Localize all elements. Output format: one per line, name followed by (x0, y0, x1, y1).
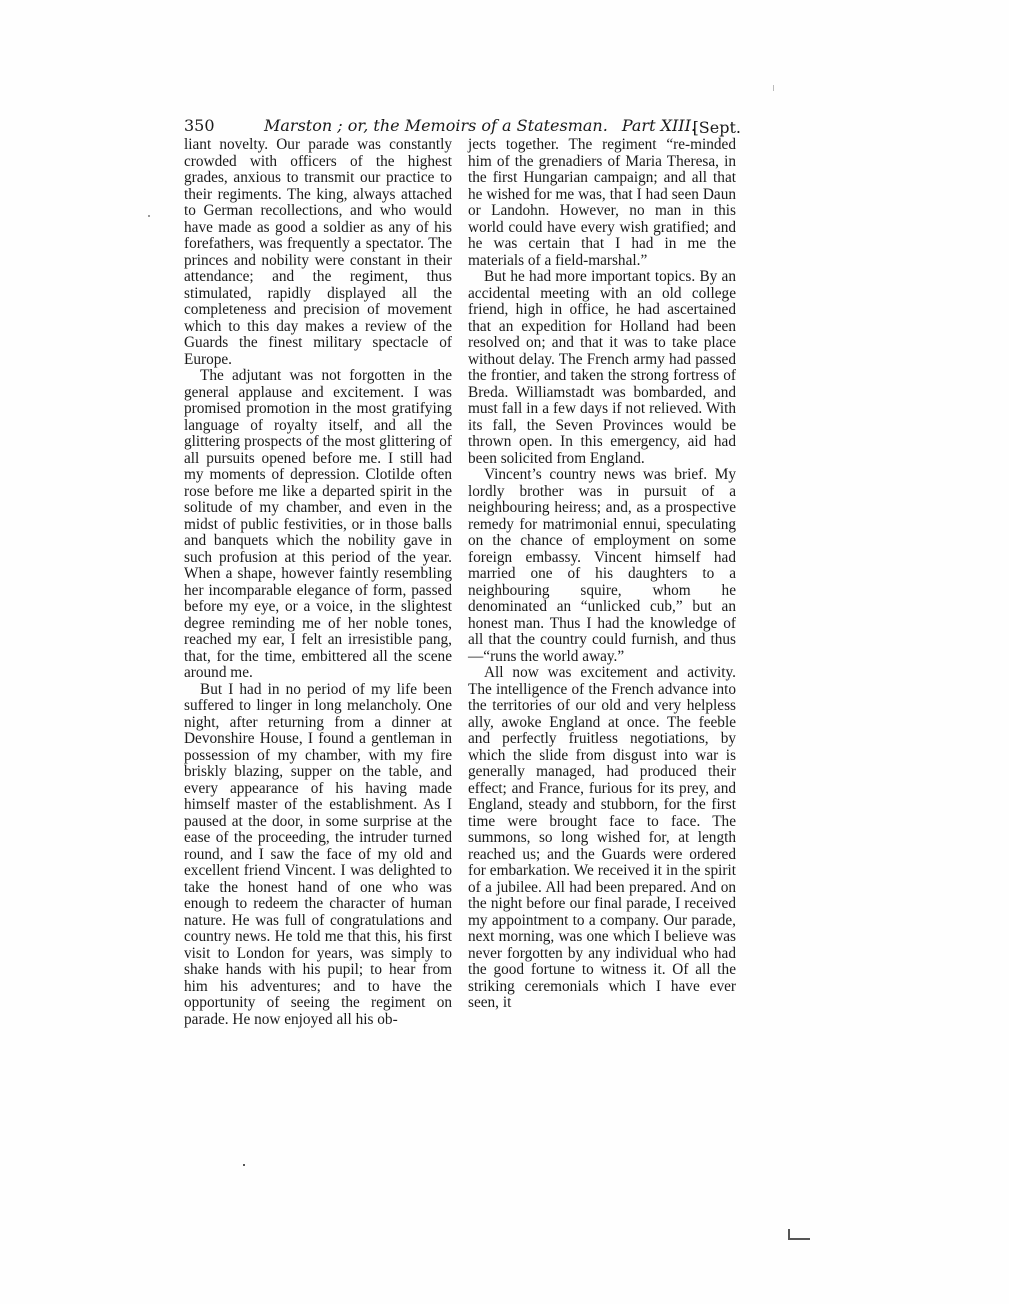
paragraph: Vincent’s country news was brief. My lordly brother was in pursuit of a neighbouring heiress; and, as a prospective remedy for matrimonial ennui, speculating on the chance of employment on some foreign embassy. Vincent himself had married one of his daughters to a neighbouring squire, whom he denominated an “unlicked cub,” but an honest man. Thus I had the knowledge of all that the country could furnish, and thus—“runs the world away.” (468, 466, 736, 665)
scan-speck (148, 215, 150, 217)
left-column (184, 137, 452, 1028)
paragraph: jects together. The regiment “re-minded him of the grenadiers of Maria Theresa, in the first Hungarian campaign; and all that he wished for me was, that I had seen Daun or Landohn. However, no man in this world could have every wish gratified; and he was certain that I had in me the materials of a field-marshal.” (468, 136, 736, 269)
running-header (184, 114, 739, 138)
running-title (264, 114, 696, 138)
paragraph: The adjutant was not forgotten in the general applause and excitement. I was promised promotion in the most gratifying language of royalty itself, and all the glittering prospects of the most glittering of all pursuits opened before me. I still had my moments of depression. Clotilde often rose before me like a departed spirit in the solitude of my chamber, and even in the midst of public festivities, or in those balls and banquets which the nobility gave in such profusion at this period of the year. When a shape, however faintly resembling her incomparable elegance of form, passed before my eye, or a voice, in the slightest degree reminding me of her noble tones, reached my ear, I felt an irresistible pang, that, for the time, embittered all the scene around me. (184, 367, 452, 681)
scan-speck (773, 85, 774, 91)
page-number: 350 (184, 116, 215, 135)
title-text: Marston ; or, the Memoirs of a Statesman. (264, 116, 608, 135)
paragraph: liant novelty. Our parade was constantly crowded with officers of the highest grades, anxious to transmit our practice to their regiments. The king, always attached to German recollections, and who would have made as good a soldier as any of his forefathers, was frequently a spectator. The princes and nobility were constant in their attendance; and the regiment, thus stimulated, rapidly displayed all the completeness and precision of movement which to this day makes a review of the Guards the finest military spectacle of Europe. (184, 136, 452, 368)
scan-speck (243, 1164, 245, 1166)
scan-mark (788, 1238, 810, 1240)
paragraph: But I had in no period of my life been suffered to linger in long melancholy. One night, after returning from a dinner at Devonshire House, I found a gentleman in possession of my chamber, with my fire briskly blazing, supper on the table, and every appearance of his having made himself master of the establishment. As I paused at the door, in some surprise at the ease of the proceeding, the intruder turned round, and I saw the face of my old and excellent friend Vincent. I was delighted to take the honest hand of one who was enough to redeem the character of human nature. He was full of congratulations and country news. He told me that this, his first visit to London for years, was simply to shake hands with his pupil; to hear from him his adventures; and to have the opportunity of seeing the regiment on parade. He now enjoyed all his ob- (184, 680, 452, 1028)
paragraph: But he had more important topics. By an accidental meeting with an old college friend, high in office, he had ascertained that an expedition for Holland had been resolved on; and that it was to take place without delay. The French army had passed the frontier, and taken the strong fortress of Breda. Williamstadt was bombarded, and must fall in a few days if not relieved. With its fall, the Seven Provinces would be thrown open. In this emergency, aid had been solicited from England. (468, 268, 736, 467)
scan-mark (788, 1229, 790, 1239)
right-column (468, 137, 736, 1012)
month-label: [Sept. (692, 118, 741, 137)
paragraph: All now was excitement and activity. The intelligence of the French advance into the territories of our old and very helpless ally, awoke England at once. The feeble and perfectly fruitless negotiations, by which the slide from disgust into war is generally managed, had produced their effect; and France, furious for its prey, and England, steady and stubborn, for the first time were brought face to face. The summons, so long wished for, at length reached us; and the Guards were ordered for embarkation. We received it in the spirit of a jubilee. All had been prepared. And on the night before our final parade, I received my appointment to a company. Our parade, next morning, was one which I believe was never forgotten by any individual who had the good fortune to witness it. Of all the striking ceremonials which I have ever seen, it (468, 664, 736, 1011)
part-label: Part XIII. (621, 116, 697, 135)
